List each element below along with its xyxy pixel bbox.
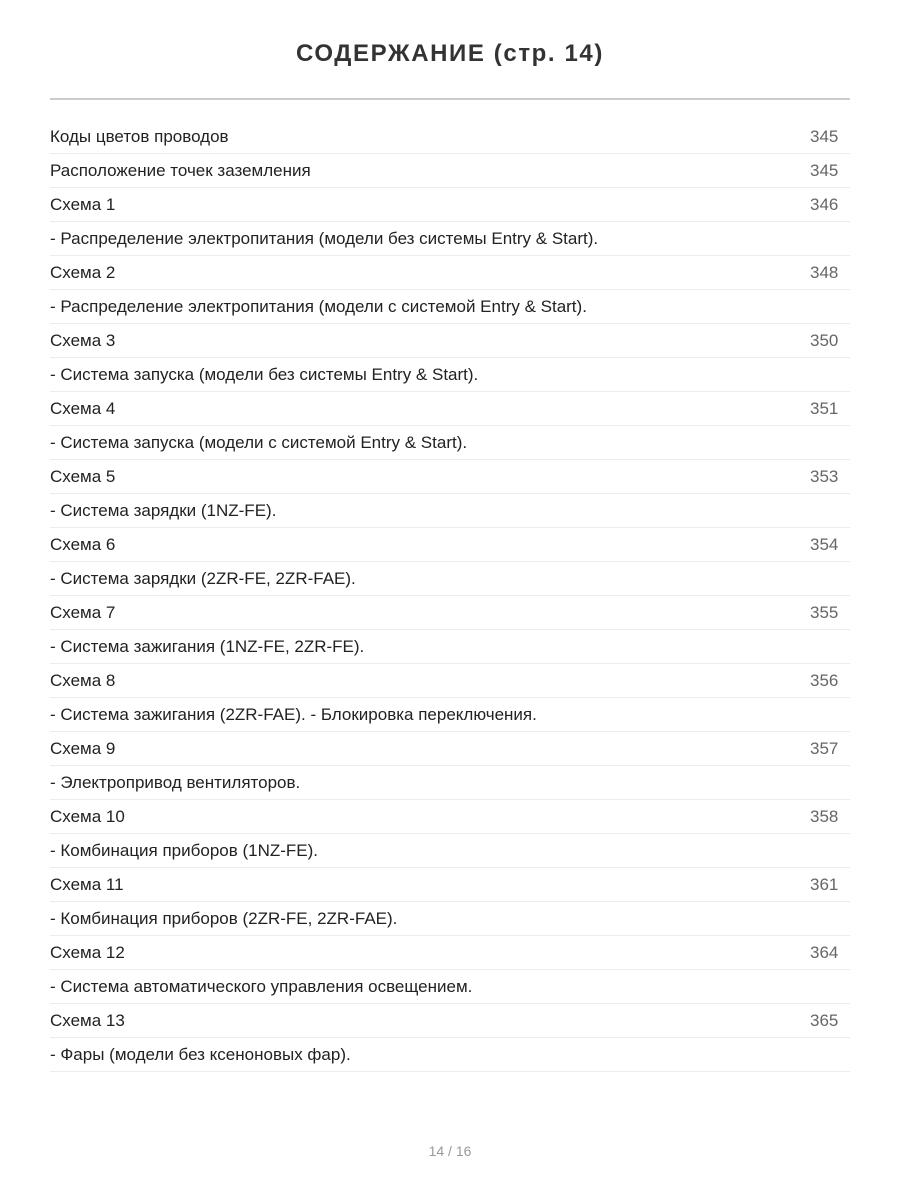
- toc-row[interactable]: [50, 800, 850, 834]
- toc-entry-label: Схема 12: [50, 942, 125, 962]
- toc-entry-label: - Система зарядки (2ZR-FE, 2ZR-FAE).: [50, 568, 356, 588]
- toc-entry-label: Схема 10: [50, 806, 125, 826]
- toc-entry-label: Расположение точек заземления: [50, 160, 311, 180]
- toc-row[interactable]: [50, 834, 850, 868]
- toc-row[interactable]: [50, 426, 850, 460]
- title-divider: [50, 98, 850, 100]
- toc-entry-label: Схема 7: [50, 602, 116, 622]
- toc-row[interactable]: [50, 936, 850, 970]
- toc-entry-label: Коды цветов проводов: [50, 126, 229, 146]
- page-indicator: 14 / 16: [428, 1143, 472, 1159]
- toc-page-number: 345: [810, 160, 839, 180]
- toc-row[interactable]: [50, 460, 850, 494]
- toc-page-number: 354: [810, 534, 839, 554]
- toc-row[interactable]: [50, 324, 850, 358]
- toc-entry-label: Схема 5: [50, 466, 116, 486]
- toc-entry-label: - Система автоматического управления освещением.: [50, 976, 473, 996]
- toc-row[interactable]: [50, 154, 850, 188]
- toc-entry-label: - Фары (модели без ксеноновых фар).: [50, 1044, 351, 1064]
- toc-page-number: 361: [810, 874, 839, 894]
- toc-entry-label: - Распределение электропитания (модели с системой Entry & Start).: [50, 296, 587, 316]
- toc-row[interactable]: [50, 494, 850, 528]
- toc-page-number: 345: [810, 126, 839, 146]
- toc-page-number: 348: [810, 262, 839, 282]
- toc-entry-label: Схема 13: [50, 1010, 125, 1030]
- toc-page-number: 350: [810, 330, 839, 350]
- toc-entry-label: - Система зарядки (1NZ-FE).: [50, 500, 277, 520]
- toc-entry-label: - Система зажигания (1NZ-FE, 2ZR-FE).: [50, 636, 365, 656]
- toc-row[interactable]: [50, 256, 850, 290]
- toc-row[interactable]: [50, 766, 850, 800]
- toc-entry-label: Схема 1: [50, 194, 116, 214]
- toc-row[interactable]: [50, 120, 850, 154]
- toc-row[interactable]: [50, 868, 850, 902]
- toc-entry-label: - Комбинация приборов (2ZR-FE, 2ZR-FAE).: [50, 908, 398, 928]
- toc-row[interactable]: [50, 596, 850, 630]
- toc-page-number: 351: [810, 398, 839, 418]
- toc-entry-label: Схема 3: [50, 330, 116, 350]
- toc-row[interactable]: [50, 358, 850, 392]
- toc-entry-label: Схема 11: [50, 874, 124, 894]
- toc-row[interactable]: [50, 1004, 850, 1038]
- toc-entry-label: - Система запуска (модели без системы Entry & Start).: [50, 364, 479, 384]
- toc-page-number: 356: [810, 670, 839, 690]
- toc-row[interactable]: [50, 222, 850, 256]
- toc-page-number: 364: [810, 942, 839, 962]
- toc-page-number: 365: [810, 1010, 839, 1030]
- toc-page-number: 353: [810, 466, 839, 486]
- toc-row[interactable]: [50, 630, 850, 664]
- toc-page-number: 358: [810, 806, 839, 826]
- toc-entry-label: - Система зажигания (2ZR-FAE). - Блокировка переключения.: [50, 704, 537, 724]
- toc-row[interactable]: [50, 290, 850, 324]
- toc-row[interactable]: [50, 732, 850, 766]
- page-title: СОДЕРЖАНИЕ (стр. 14): [296, 40, 604, 67]
- toc-entry-label: Схема 6: [50, 534, 116, 554]
- table-of-contents: [50, 120, 850, 1072]
- toc-row[interactable]: [50, 562, 850, 596]
- toc-row[interactable]: [50, 1038, 850, 1072]
- toc-page-number: 357: [810, 738, 839, 758]
- toc-row[interactable]: [50, 664, 850, 698]
- toc-entry-label: Схема 4: [50, 398, 116, 418]
- toc-entry-label: Схема 8: [50, 670, 116, 690]
- toc-page-number: 355: [810, 602, 839, 622]
- toc-entry-label: Схема 9: [50, 738, 116, 758]
- toc-entry-label: - Система запуска (модели с системой Entry & Start).: [50, 432, 468, 452]
- toc-entry-label: - Комбинация приборов (1NZ-FE).: [50, 840, 319, 860]
- toc-row[interactable]: [50, 188, 850, 222]
- toc-page-number: 346: [810, 194, 839, 214]
- toc-row[interactable]: [50, 392, 850, 426]
- toc-entry-label: - Распределение электропитания (модели без системы Entry & Start).: [50, 228, 599, 248]
- toc-row[interactable]: [50, 698, 850, 732]
- toc-row[interactable]: [50, 902, 850, 936]
- toc-row[interactable]: [50, 970, 850, 1004]
- toc-row[interactable]: [50, 528, 850, 562]
- toc-entry-label: - Электропривод вентиляторов.: [50, 772, 301, 792]
- toc-entry-label: Схема 2: [50, 262, 116, 282]
